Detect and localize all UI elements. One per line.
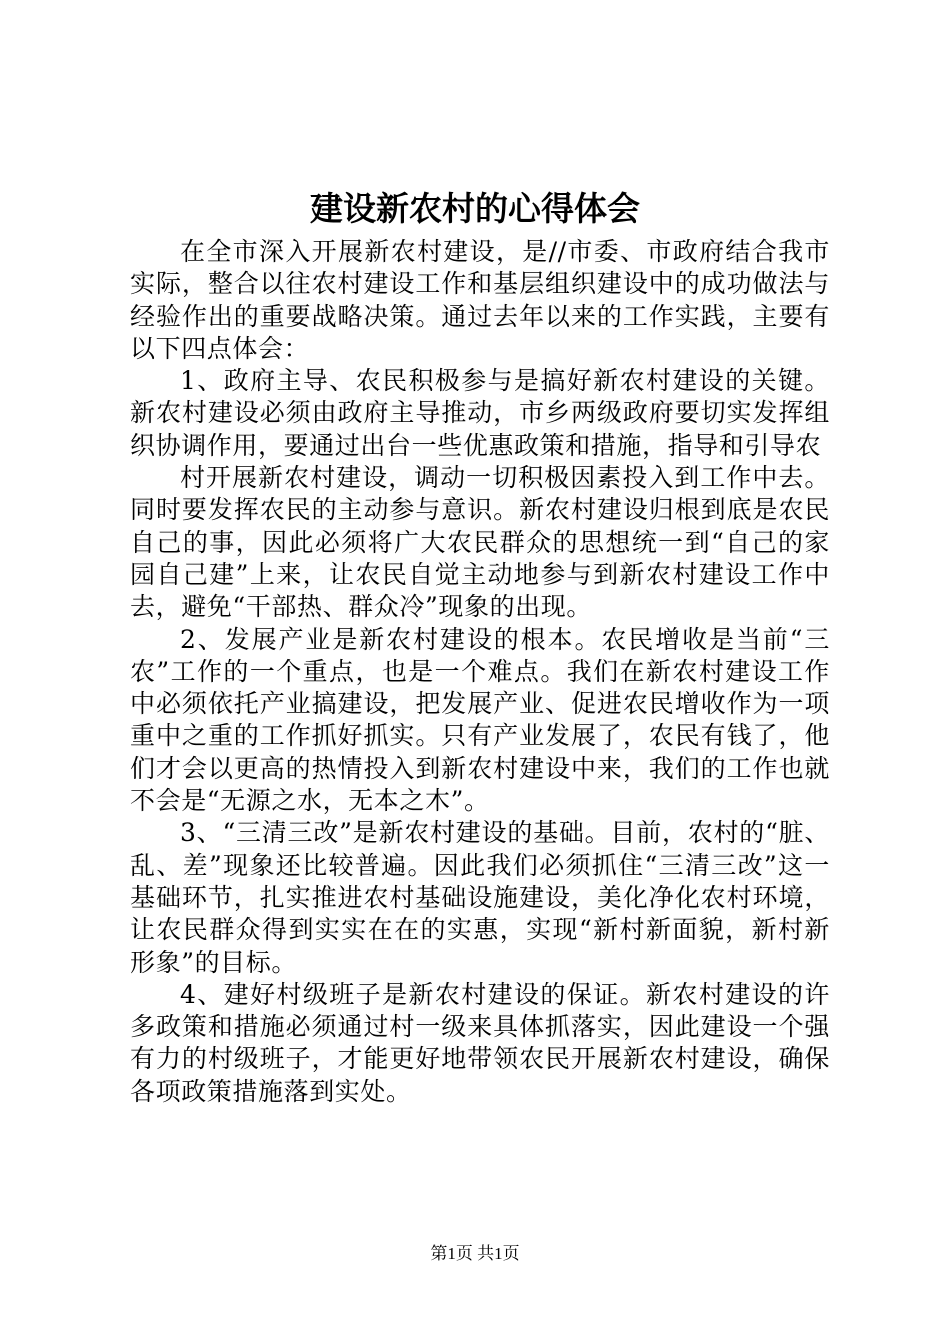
document-body — [130, 236, 830, 1108]
point-4-paragraph: 4、建好村级班子是新农村建设的保证。新农村建设的许多政策和措施必须通过村一级来具体抓落实，因此建设一个强有力的村级班子，才能更好地带领农民开展新农村建设，确保各项政策措施落到实处。 — [130, 979, 830, 1106]
intro-paragraph: 在全市深入开展新农村建设，是//市委、市政府结合我市实际，整合以往农村建设工作和基层组织建设中的成功做法与经验作出的重要战略决策。通过去年以来的工作实践，主要有以下四点体会： — [130, 237, 830, 363]
point-2-paragraph: 2、发展产业是新农村建设的根本。农民增收是当前“三农”工作的一个重点，也是一个难点。我们在新农村建设工作中必须依托产业搞建设，把发展产业、促进农民增收作为一项重中之重的工作抓好抓实。只有产业发展了，农民有钱了，他们才会以更高的热情投入到新农村建设中来，我们的工作也就不会是“无源之水，无本之木”。 — [130, 624, 830, 816]
document-title: 建设新农村的心得体会 — [310, 189, 640, 228]
point-1-paragraph: 1、政府主导、农民积极参与是搞好新农村建设的关键。新农村建设必须由政府主导推动，市乡两级政府要切实发挥组织协调作用，要通过出台一些优惠政策和措施，指导和引导农 — [130, 366, 830, 460]
point-1-continuation-paragraph: 村开展新农村建设，调动一切积极因素投入到工作中去。同时要发挥农民的主动参与意识。新农村建设归根到底是农民自己的事，因此必须将广大农民群众的思想统一到“自己的家园自己建”上来，让农民自觉主动地参与到新农村建设工作中去，避免“干部热、群众冷”现象的出现。 — [130, 463, 830, 622]
page-number-footer: 第1页 共1页 — [430, 1244, 520, 1263]
point-3-paragraph: 3、“三清三改”是新农村建设的基础。目前，农村的“脏、乱、差”现象还比较普遍。因此我们必须抓住“三清三改”这一基础环节，扎实推进农村基础设施建设，美化净化农村环境，让农民群众得到实实在在的实惠，实现“新村新面貌，新村新形象”的目标。 — [130, 818, 830, 977]
